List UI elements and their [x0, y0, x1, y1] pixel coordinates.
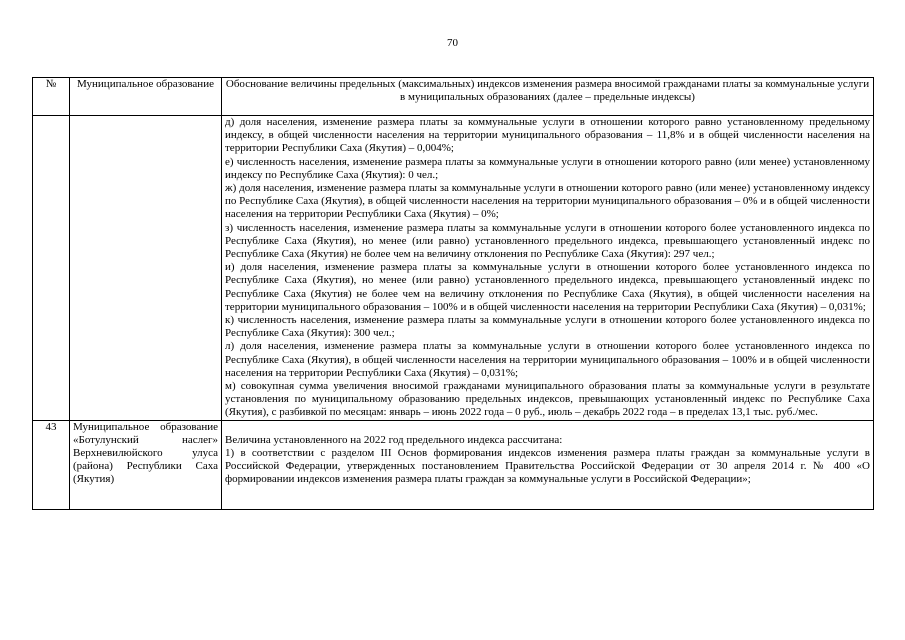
header-municipality: Муниципальное образование [70, 78, 222, 116]
paragraph-d: д) доля населения, изменение размера платы за коммунальные услуги в отношении которого равно установленному предельному индексу, в общей численности населения на территории муниципального образования – 11,8% и в общей численности населения на территории Республики Саха (Якутия) – 0,004%; [225, 116, 870, 155]
header-number: № [33, 78, 70, 116]
number-cell [33, 116, 70, 421]
municipality-cell [70, 116, 222, 421]
paragraph-zh: ж) доля населения, изменение размера платы за коммунальные услуги в отношении которого равно (или менее) установленному индексу по Республике Саха (Якутия), в общей численности населения на территории муниципального образования – 0% и в общей численности населения на территории Республики Саха (Якутия) – 0%; [225, 182, 870, 221]
page-number: 70 [447, 37, 458, 49]
municipality-name: Муниципальное образование «Ботулунский наслег» Верхневилюйского улуса (района) Республики Саха (Якутия) [73, 420, 218, 486]
paragraph-l: л) доля населения, изменение размера платы за коммунальные услуги в отношении которого более установленного индекса по Республике Саха (Якутия), в общей численности населения на территории муниципального образования – 100% и в общей численности населения на территории Республики Саха (Якутия) – 0,031%; [225, 340, 870, 379]
paragraph-i: и) доля населения, изменение размера платы за коммунальные услуги в отношении которого более установленного индекса по Республике Саха (Якутия), но менее (или равно) установленного предельного индекса, превышающего установленный индекс по Республике Саха (Якутия) не более чем на величину отклонения по Республике Саха (Якутия), в общей численности населения на территории муниципального образования – 100% и в общей численности населения на территории Республики Саха (Якутия) – 0,031%; [225, 261, 870, 313]
table-row [33, 420, 874, 509]
justification-table [32, 77, 874, 510]
header-justification: Обоснование величины предельных (максимальных) индексов изменения размера вносимой гражданами платы за коммунальные услуги в муниципальных образованиях (далее – предельные индексы) [222, 78, 874, 116]
paragraph-1: 1) в соответствии с разделом III Основ формирования индексов изменения размера платы граждан за коммунальные услуги в Российской Федерации, утвержденных постановлением Правительства Российской Федерации от 30 апреля 2014 г. № 400 «О формировании индексов изменения размера платы граждан за коммунальные услуги в Российской Федерации»; [225, 446, 870, 486]
table-header-row [33, 78, 874, 116]
municipality-cell [70, 420, 222, 509]
table-row [33, 116, 874, 421]
paragraph-e: е) численность населения, изменение размера платы за коммунальные услуги в отношении которого равно (или менее) установленному индексу по Республике Саха (Якутия): 0 чел.; [225, 155, 870, 181]
paragraph-m: м) совокупная сумма увеличения вносимой гражданами муниципального образования платы за коммунальные услуги в результате установления по муниципальному образованию предельных индексов, превышающих установленный индекс по Республике Саха (Якутия), с разбивкой по месяцам: январь – июнь 2022 года – 0 руб., июль – декабрь 2022 года – в пределах 13,1 тыс. руб./мес. [225, 380, 870, 419]
paragraph-k: к) численность населения, изменение размера платы за коммунальные услуги в отношении которого более установленного индекса по Республике Саха (Якутия): 300 чел.; [225, 314, 870, 340]
justification-cell [222, 116, 874, 421]
paragraph-z: з) численность населения, изменение размера платы за коммунальные услуги в отношении которого более установленного индекса по Республике Саха (Якутия), но менее (или равно) установленного предельного индекса, превышающего установленный индекс по Республике Саха (Якутия) не более чем на величину отклонения по Республике Саха (Якутия): 297 чел.; [225, 221, 870, 261]
justification-cell [222, 420, 874, 509]
paragraph-intro: Величина установленного на 2022 год предельного индекса рассчитана: [225, 433, 563, 446]
number-cell: 43 [33, 420, 70, 509]
